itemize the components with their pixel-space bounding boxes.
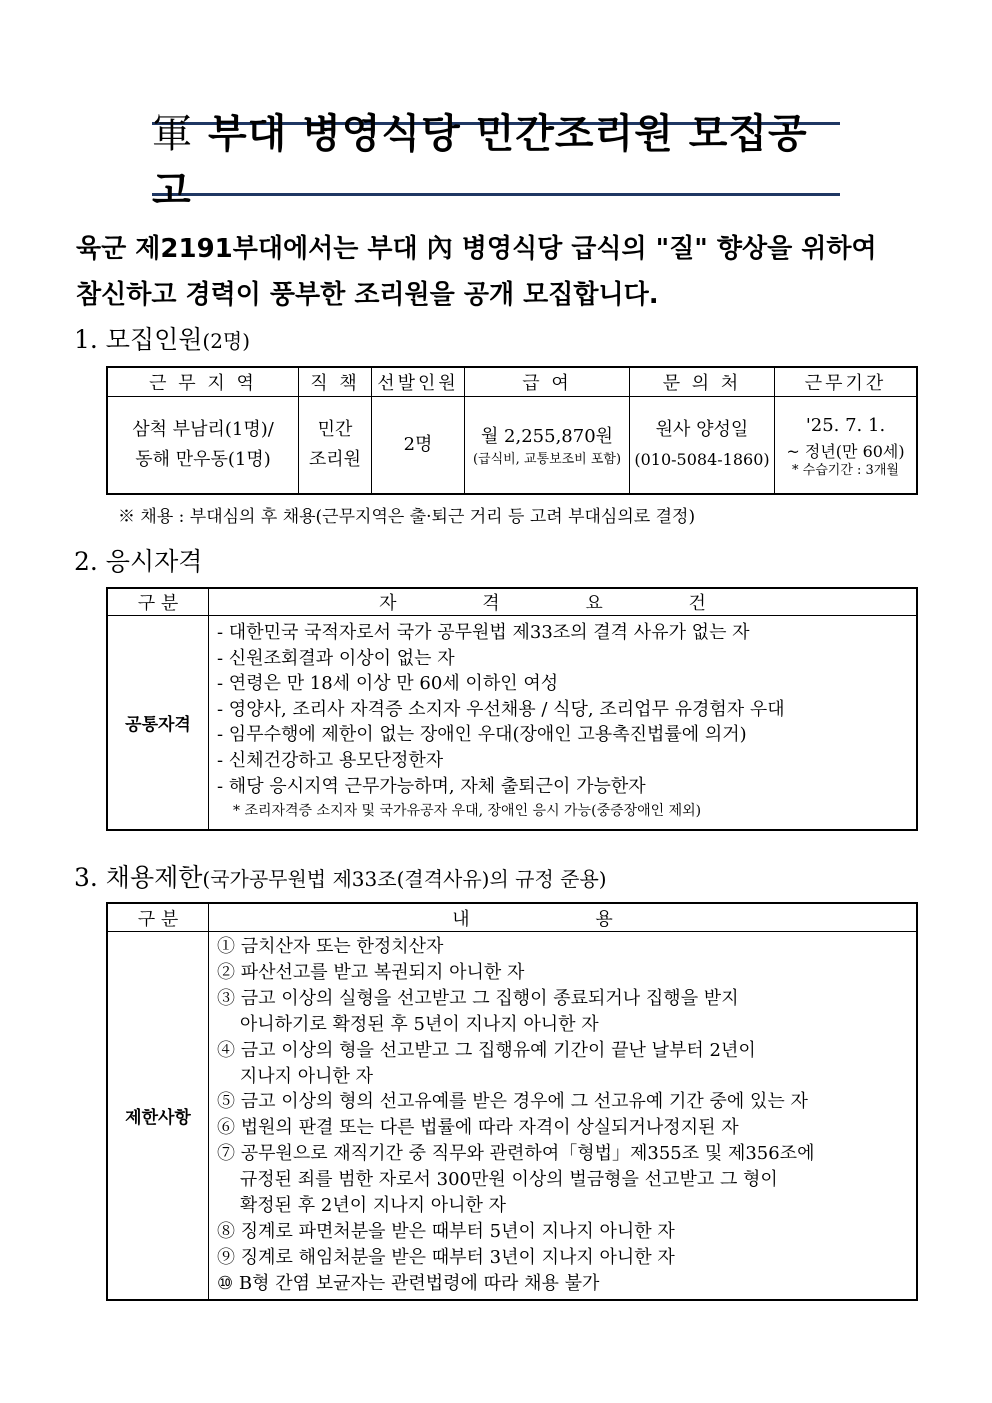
list-item: - 영양사, 조리사 자격증 소지자 우선채용 / 식당, 조리업무 유경험자 우대 [217, 698, 785, 720]
section-3-title: 3. 채용제한 [74, 863, 203, 892]
contact-phone: (010-5084-1860) [634, 450, 770, 469]
list-item: 아니하기로 확정된 후 5년이 지나지 아니한 자 [217, 1013, 599, 1035]
list-item: ③ 금고 이상의 실형을 선고받고 그 집행이 종료되거나 집행을 받지 [217, 987, 739, 1009]
list-item: ⑧ 징계로 파면처분을 받은 때부터 5년이 지나지 아니한 자 [217, 1220, 675, 1242]
list-item: 확정된 후 2년이 지나지 아니한 자 [217, 1195, 506, 1217]
header-salary: 급 여 [465, 367, 630, 397]
restriction-list [217, 934, 916, 1297]
table-header-row [107, 588, 917, 616]
table-row [107, 397, 917, 495]
list-item: ⑩ B형 간염 보균자는 관련법령에 따라 채용 불가 [217, 1272, 600, 1294]
header-category: 구 분 [107, 588, 209, 616]
cell-period [775, 397, 918, 495]
table-header-row [107, 367, 917, 397]
qualification-table [106, 587, 918, 831]
header-area: 근 무 지 역 [107, 367, 299, 397]
header-content: 내 용 [209, 903, 918, 932]
title-banner [152, 111, 840, 214]
section-2-heading: 2. 응시자격 [74, 547, 203, 576]
list-item: ④ 금고 이상의 형을 선고받고 그 집행유예 기간이 끝난 날부터 2년이 [217, 1039, 756, 1061]
area-2: 동해 만우동(1명) [135, 449, 271, 470]
contact-name: 원사 양성일 [655, 419, 749, 440]
list-item: - 신원조회결과 이상이 없는 자 [217, 647, 455, 669]
list-item: ⑥ 법원의 판결 또는 다른 법률에 따라 자격이 상실되거나정지된 자 [217, 1117, 739, 1139]
list-item: 지나지 아니한 자 [217, 1065, 374, 1087]
cell-contact [630, 397, 775, 495]
list-item: ⑤ 금고 이상의 형의 선고유예를 받은 경우에 그 선고유예 기간 중에 있는 자 [217, 1091, 808, 1113]
list-item: - 연령은 만 18세 이상 만 60세 이하인 여성 [217, 673, 559, 695]
label-common: 공통자격 [107, 616, 209, 830]
position-2: 조리원 [308, 449, 362, 470]
salary-amount: 월 2,255,870원 [480, 426, 614, 447]
list-item: - 임무수행에 제한이 없는 장애인 우대(장애인 고용촉진법률에 의거) [217, 724, 747, 746]
list-item: - 대한민국 국적자로서 국가 공무원법 제33조의 결격 사유가 없는 자 [217, 622, 750, 643]
period-end: ~ 정년(만 60세) [786, 442, 905, 461]
section-1-heading [74, 320, 250, 356]
period-start: '25. 7. 1. [805, 415, 886, 436]
intro-line-1: 육군 제2191부대에서는 부대 內 병영식당 급식의 "질" 향상을 위하여 [76, 234, 877, 264]
label-restrictions: 제한사항 [107, 932, 209, 1300]
cell-restrictions [209, 932, 918, 1300]
recruitment-table [106, 366, 918, 495]
requirement-list [217, 620, 916, 825]
cell-count: 2명 [372, 397, 465, 495]
list-item: - 해당 응시지역 근무가능하며, 자체 출퇴근이 가능한자 [217, 775, 646, 797]
list-item: ⑦ 공무원으로 재직기간 중 직무와 관련하여「형법」제355조 및 제356조에 [217, 1143, 815, 1165]
header-period: 근무기간 [775, 367, 918, 397]
cell-requirements [209, 616, 918, 830]
area-1: 삼척 부남리(1명)/ [132, 419, 274, 440]
list-item: ② 파산선고를 받고 복권되지 아니한 자 [217, 961, 525, 983]
section-1-sub: (2명) [202, 329, 251, 353]
intro-paragraph [76, 226, 926, 318]
table-row [107, 616, 917, 830]
hiring-note: ※ 채용 : 부대심의 후 채용(근무지역은 출·퇴근 거리 등 고려 부대심의로 결정) [118, 507, 696, 527]
title-hanja: 軍 [152, 111, 193, 157]
restriction-table [106, 902, 918, 1301]
position-1: 민간 [317, 419, 353, 440]
salary-note: (급식비, 교통보조비 포함) [472, 452, 622, 467]
cell-area [107, 397, 299, 495]
header-requirements: 자 격 요 건 [209, 588, 918, 616]
page-title [152, 102, 840, 216]
list-item: ① 금치산자 또는 한정치산자 [217, 936, 444, 957]
list-item: - 신체건강하고 용모단정한자 [217, 749, 444, 771]
period-note: * 수습기간 : 3개월 [792, 463, 899, 478]
title-text: 부대 병영식당 민간조리원 모집공고 [152, 111, 808, 214]
header-count: 선발인원 [372, 367, 465, 397]
list-item: 규정된 죄를 범한 자로서 300만원 이상의 벌금형을 선고받고 그 형이 [217, 1169, 778, 1191]
table-row [107, 932, 917, 1300]
section-3-heading [74, 858, 607, 894]
section-1-title: 1. 모집인원 [74, 325, 203, 354]
table-header-row [107, 903, 917, 932]
header-position: 직 책 [299, 367, 372, 397]
cell-position [299, 397, 372, 495]
intro-line-2: 참신하고 경력이 풍부한 조리원을 공개 모집합니다. [76, 280, 659, 310]
requirement-footnote: * 조리자격증 소지자 및 국가유공자 우대, 장애인 응시 가능(중증장애인 제외) [233, 803, 702, 820]
header-category: 구 분 [107, 903, 209, 932]
cell-salary [465, 397, 630, 495]
list-item: ⑨ 징계로 해임처분을 받은 때부터 3년이 지나지 아니한 자 [217, 1246, 675, 1268]
header-contact: 문 의 처 [630, 367, 775, 397]
section-3-sub: (국가공무원법 제33조(결격사유)의 규정 준용) [202, 867, 607, 891]
